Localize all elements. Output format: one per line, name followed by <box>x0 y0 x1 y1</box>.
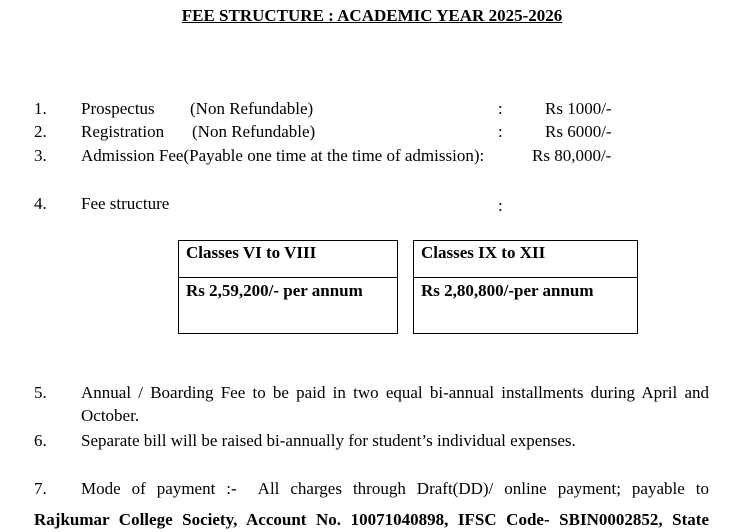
fee-box-header: Classes IX to XII <box>414 241 637 278</box>
fee-box-value: Rs 2,59,200/- per annum <box>186 281 363 300</box>
item-2-amount: Rs 6000/- <box>545 122 612 141</box>
item-2-label: Registration <box>81 122 165 141</box>
item-2-note: (Non Refundable) <box>192 122 316 141</box>
payment-account-details: Rajkumar College Society, Account No. 10071040898, IFSC Code- SBIN0002852, State <box>34 510 709 529</box>
note-5-text: Annual / Boarding Fee to be paid in two equal bi-annual installments during April and October. <box>81 383 709 425</box>
note-6-number: 6. <box>34 431 47 450</box>
item-4-label: Fee structure <box>81 194 170 213</box>
fee-box-value: Rs 2,80,800/-per annum <box>421 281 594 300</box>
item-3-amount: Rs 80,000/- <box>532 146 612 165</box>
note-5-number: 5. <box>34 383 47 402</box>
note-7-number: 7. <box>34 479 47 498</box>
item-4-number: 4. <box>34 194 47 213</box>
item-1-label: Prospectus <box>81 99 155 118</box>
note-6-text: Separate bill will be raised bi-annually for student’s individual expenses. <box>81 431 576 450</box>
note-7-text: Mode of payment :- All charges through Draft(DD)/ online payment; payable to <box>81 479 709 498</box>
fee-box-header: Classes VI to VIII <box>179 241 397 278</box>
item-1-number: 1. <box>34 99 47 118</box>
item-1-note: (Non Refundable) <box>190 99 314 118</box>
item-2-colon: : <box>498 122 503 141</box>
fee-box-classes-ix-xii <box>413 240 638 334</box>
item-4-colon: : <box>498 196 503 215</box>
item-3-number: 3. <box>34 146 47 165</box>
page-title: FEE STRUCTURE : ACADEMIC YEAR 2025-2026 <box>181 6 563 25</box>
item-2-number: 2. <box>34 122 47 141</box>
item-1-amount: Rs 1000/- <box>545 99 612 118</box>
item-1-colon: : <box>498 99 503 118</box>
fee-box-classes-vi-viii <box>178 240 398 334</box>
item-3-label: Admission Fee(Payable one time at the time of admission): <box>81 146 485 165</box>
